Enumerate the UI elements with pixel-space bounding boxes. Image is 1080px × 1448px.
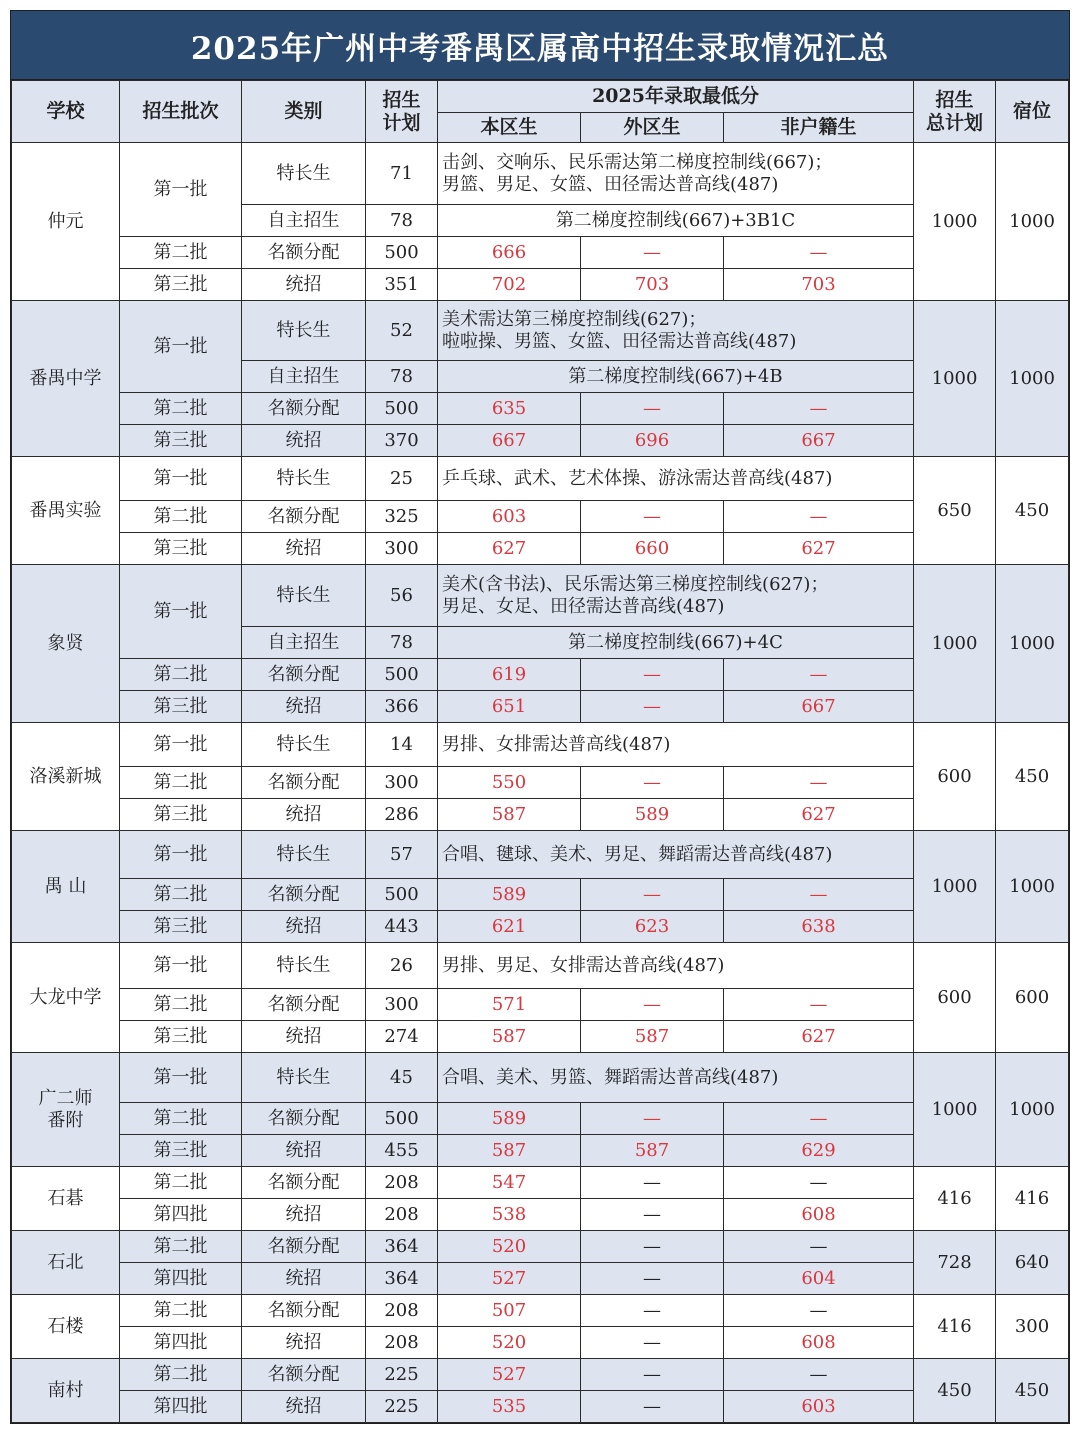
dorm-cell: 1000 [996, 143, 1069, 301]
score-other-district: — [581, 1359, 724, 1391]
header-total-plan: 招生 总计划 [914, 81, 996, 143]
plan-cell: 500 [366, 879, 438, 911]
requirement-note: 男排、男足、女排需达普高线(487) [438, 943, 914, 989]
requirement-note: 男排、女排需达普高线(487) [438, 723, 914, 767]
score-non-hukou: 629 [724, 1135, 914, 1167]
plan-cell: 57 [366, 831, 438, 879]
dorm-cell: 416 [996, 1167, 1069, 1231]
score-other-district: 703 [581, 269, 724, 301]
score-non-hukou: 608 [724, 1199, 914, 1231]
category-cell: 名额分配 [242, 1103, 366, 1135]
score-non-hukou: 627 [724, 1021, 914, 1053]
score-local: 535 [438, 1391, 581, 1423]
plan-cell: 300 [366, 533, 438, 565]
score-non-hukou: — [724, 989, 914, 1021]
school-name: 禺 山 [12, 831, 120, 943]
plan-cell: 71 [366, 143, 438, 205]
batch-cell: 第一批 [120, 723, 242, 767]
category-cell: 自主招生 [242, 627, 366, 659]
header-local: 本区生 [438, 113, 581, 143]
plan-cell: 443 [366, 911, 438, 943]
score-other-district: 696 [581, 425, 724, 457]
plan-cell: 14 [366, 723, 438, 767]
plan-cell: 366 [366, 691, 438, 723]
requirement-note: 第二梯度控制线(667)+4B [438, 361, 914, 393]
category-cell: 统招 [242, 269, 366, 301]
score-non-hukou: 667 [724, 691, 914, 723]
header-plan: 招生 计划 [366, 81, 438, 143]
score-local: 527 [438, 1263, 581, 1295]
score-non-hukou: 608 [724, 1327, 914, 1359]
category-cell: 统招 [242, 1199, 366, 1231]
category-cell: 特长生 [242, 457, 366, 501]
batch-cell: 第三批 [120, 799, 242, 831]
category-cell: 名额分配 [242, 1231, 366, 1263]
school-group [12, 457, 1069, 565]
score-non-hukou: 603 [724, 1391, 914, 1423]
batch-cell: 第二批 [120, 1231, 242, 1263]
score-local: 507 [438, 1295, 581, 1327]
school-name: 广二师 番附 [12, 1053, 120, 1167]
batch-cell: 第三批 [120, 691, 242, 723]
plan-cell: 500 [366, 659, 438, 691]
score-non-hukou: 627 [724, 799, 914, 831]
header-other-district: 外区生 [581, 113, 724, 143]
header-category: 类别 [242, 81, 366, 143]
batch-cell: 第一批 [120, 143, 242, 237]
category-cell: 自主招生 [242, 361, 366, 393]
batch-cell: 第二批 [120, 879, 242, 911]
category-cell: 特长生 [242, 943, 366, 989]
school-name: 番禺实验 [12, 457, 120, 565]
score-other-district: — [581, 1199, 724, 1231]
score-other-district: — [581, 989, 724, 1021]
score-local: 627 [438, 533, 581, 565]
category-cell: 名额分配 [242, 879, 366, 911]
batch-cell: 第一批 [120, 301, 242, 393]
school-group [12, 1167, 1069, 1231]
requirement-note: 第二梯度控制线(667)+3B1C [438, 205, 914, 237]
score-other-district: — [581, 237, 724, 269]
header-min-score: 2025年录取最低分 [438, 81, 914, 113]
batch-cell: 第三批 [120, 269, 242, 301]
plan-cell: 286 [366, 799, 438, 831]
admission-table [11, 80, 1069, 1423]
school-name: 石北 [12, 1231, 120, 1295]
score-non-hukou: 703 [724, 269, 914, 301]
school-group [12, 143, 1069, 301]
batch-cell: 第二批 [120, 501, 242, 533]
plan-cell: 364 [366, 1231, 438, 1263]
plan-cell: 78 [366, 361, 438, 393]
school-group [12, 1053, 1069, 1167]
dorm-cell: 300 [996, 1295, 1069, 1359]
category-cell: 统招 [242, 1391, 366, 1423]
category-cell: 名额分配 [242, 393, 366, 425]
batch-cell: 第一批 [120, 1053, 242, 1103]
score-non-hukou: — [724, 501, 914, 533]
score-other-district: — [581, 767, 724, 799]
plan-cell: 370 [366, 425, 438, 457]
category-cell: 特长生 [242, 301, 366, 361]
score-local: 587 [438, 1021, 581, 1053]
total-plan-cell: 728 [914, 1231, 996, 1295]
school-group [12, 1359, 1069, 1423]
dorm-cell: 450 [996, 723, 1069, 831]
category-cell: 统招 [242, 799, 366, 831]
score-local: 619 [438, 659, 581, 691]
school-group [12, 723, 1069, 831]
batch-cell: 第二批 [120, 1359, 242, 1391]
score-local: 571 [438, 989, 581, 1021]
batch-cell: 第三批 [120, 1135, 242, 1167]
school-group [12, 943, 1069, 1053]
batch-cell: 第四批 [120, 1263, 242, 1295]
score-local: 520 [438, 1327, 581, 1359]
category-cell: 特长生 [242, 723, 366, 767]
category-cell: 特长生 [242, 831, 366, 879]
plan-cell: 78 [366, 205, 438, 237]
category-cell: 名额分配 [242, 1359, 366, 1391]
score-non-hukou: — [724, 1295, 914, 1327]
requirement-note: 第二梯度控制线(667)+4C [438, 627, 914, 659]
score-other-district: 660 [581, 533, 724, 565]
score-local: 621 [438, 911, 581, 943]
school-name: 番禺中学 [12, 301, 120, 457]
batch-cell: 第三批 [120, 911, 242, 943]
score-local: 587 [438, 799, 581, 831]
dorm-cell: 450 [996, 1359, 1069, 1423]
plan-cell: 500 [366, 393, 438, 425]
score-non-hukou: 627 [724, 533, 914, 565]
score-non-hukou: — [724, 393, 914, 425]
score-other-district: — [581, 1263, 724, 1295]
plan-cell: 351 [366, 269, 438, 301]
score-other-district: 623 [581, 911, 724, 943]
category-cell: 名额分配 [242, 989, 366, 1021]
total-plan-cell: 416 [914, 1295, 996, 1359]
plan-cell: 208 [366, 1295, 438, 1327]
total-plan-cell: 416 [914, 1167, 996, 1231]
score-other-district: 587 [581, 1021, 724, 1053]
score-local: 702 [438, 269, 581, 301]
category-cell: 特长生 [242, 565, 366, 627]
plan-cell: 500 [366, 1103, 438, 1135]
plan-cell: 26 [366, 943, 438, 989]
batch-cell: 第二批 [120, 1103, 242, 1135]
score-other-district: — [581, 1103, 724, 1135]
category-cell: 特长生 [242, 1053, 366, 1103]
score-other-district: — [581, 659, 724, 691]
score-non-hukou: — [724, 1359, 914, 1391]
plan-cell: 225 [366, 1359, 438, 1391]
plan-cell: 364 [366, 1263, 438, 1295]
category-cell: 统招 [242, 691, 366, 723]
dorm-cell: 1000 [996, 301, 1069, 457]
score-non-hukou: — [724, 1167, 914, 1199]
score-local: 547 [438, 1167, 581, 1199]
batch-cell: 第二批 [120, 989, 242, 1021]
batch-cell: 第四批 [120, 1327, 242, 1359]
total-plan-cell: 600 [914, 943, 996, 1053]
score-local: 589 [438, 1103, 581, 1135]
batch-cell: 第三批 [120, 425, 242, 457]
score-local: 538 [438, 1199, 581, 1231]
score-local: 635 [438, 393, 581, 425]
batch-cell: 第一批 [120, 565, 242, 659]
header-dorm: 宿位 [996, 81, 1069, 143]
category-cell: 自主招生 [242, 205, 366, 237]
total-plan-cell: 450 [914, 1359, 996, 1423]
batch-cell: 第三批 [120, 533, 242, 565]
score-non-hukou: — [724, 767, 914, 799]
plan-cell: 225 [366, 1391, 438, 1423]
header-school: 学校 [12, 81, 120, 143]
plan-cell: 25 [366, 457, 438, 501]
category-cell: 统招 [242, 911, 366, 943]
batch-cell: 第二批 [120, 237, 242, 269]
header-non-hukou: 非户籍生 [724, 113, 914, 143]
score-other-district: — [581, 1327, 724, 1359]
score-non-hukou: — [724, 1231, 914, 1263]
school-group [12, 831, 1069, 943]
score-other-district: — [581, 691, 724, 723]
total-plan-cell: 1000 [914, 301, 996, 457]
school-name: 南村 [12, 1359, 120, 1423]
score-other-district: — [581, 1295, 724, 1327]
score-other-district: — [581, 1231, 724, 1263]
plan-cell: 208 [366, 1167, 438, 1199]
category-cell: 统招 [242, 1021, 366, 1053]
score-non-hukou: 604 [724, 1263, 914, 1295]
score-non-hukou: — [724, 1103, 914, 1135]
batch-cell: 第二批 [120, 1167, 242, 1199]
score-non-hukou: — [724, 879, 914, 911]
plan-cell: 208 [366, 1327, 438, 1359]
total-plan-cell: 1000 [914, 1053, 996, 1167]
score-local: 520 [438, 1231, 581, 1263]
score-other-district: — [581, 393, 724, 425]
category-cell: 统招 [242, 1135, 366, 1167]
school-name: 象贤 [12, 565, 120, 723]
header-batch: 招生批次 [120, 81, 242, 143]
batch-cell: 第三批 [120, 1021, 242, 1053]
plan-cell: 208 [366, 1199, 438, 1231]
category-cell: 统招 [242, 533, 366, 565]
category-cell: 名额分配 [242, 237, 366, 269]
score-other-district: 589 [581, 799, 724, 831]
score-other-district: — [581, 879, 724, 911]
batch-cell: 第四批 [120, 1199, 242, 1231]
category-cell: 名额分配 [242, 767, 366, 799]
dorm-cell: 600 [996, 943, 1069, 1053]
score-non-hukou: — [724, 237, 914, 269]
category-cell: 统招 [242, 425, 366, 457]
score-local: 527 [438, 1359, 581, 1391]
score-local: 550 [438, 767, 581, 799]
category-cell: 名额分配 [242, 659, 366, 691]
school-name: 洛溪新城 [12, 723, 120, 831]
dorm-cell: 1000 [996, 1053, 1069, 1167]
plan-cell: 455 [366, 1135, 438, 1167]
batch-cell: 第一批 [120, 943, 242, 989]
plan-cell: 52 [366, 301, 438, 361]
score-non-hukou: 667 [724, 425, 914, 457]
plan-cell: 500 [366, 237, 438, 269]
score-non-hukou: 638 [724, 911, 914, 943]
dorm-cell: 1000 [996, 565, 1069, 723]
category-cell: 名额分配 [242, 1295, 366, 1327]
dorm-cell: 450 [996, 457, 1069, 565]
score-other-district: — [581, 501, 724, 533]
score-local: 589 [438, 879, 581, 911]
batch-cell: 第一批 [120, 831, 242, 879]
plan-cell: 45 [366, 1053, 438, 1103]
total-plan-cell: 600 [914, 723, 996, 831]
total-plan-cell: 1000 [914, 565, 996, 723]
requirement-note: 美术(含书法)、民乐需达第三梯度控制线(627)； 男足、女足、田径需达普高线(487) [438, 565, 914, 627]
plan-cell: 325 [366, 501, 438, 533]
plan-cell: 78 [366, 627, 438, 659]
page-title: 2025年广州中考番禺区属高中招生录取情况汇总 [11, 11, 1069, 80]
plan-cell: 300 [366, 767, 438, 799]
batch-cell: 第一批 [120, 457, 242, 501]
school-name: 石碁 [12, 1167, 120, 1231]
score-local: 666 [438, 237, 581, 269]
score-local: 587 [438, 1135, 581, 1167]
score-local: 651 [438, 691, 581, 723]
requirement-note: 合唱、美术、男篮、舞蹈需达普高线(487) [438, 1053, 914, 1103]
category-cell: 统招 [242, 1327, 366, 1359]
category-cell: 名额分配 [242, 1167, 366, 1199]
requirement-note: 美术需达第三梯度控制线(627)； 啦啦操、男篮、女篮、田径需达普高线(487) [438, 301, 914, 361]
requirement-note: 乒乓球、武术、艺术体操、游泳需达普高线(487) [438, 457, 914, 501]
school-name: 石楼 [12, 1295, 120, 1359]
category-cell: 特长生 [242, 143, 366, 205]
batch-cell: 第二批 [120, 393, 242, 425]
school-group [12, 1295, 1069, 1359]
admission-summary-sheet [10, 10, 1070, 1424]
batch-cell: 第二批 [120, 1295, 242, 1327]
plan-cell: 274 [366, 1021, 438, 1053]
dorm-cell: 640 [996, 1231, 1069, 1295]
score-local: 603 [438, 501, 581, 533]
score-non-hukou: — [724, 659, 914, 691]
score-local: 667 [438, 425, 581, 457]
school-group [12, 1231, 1069, 1295]
school-name: 仲元 [12, 143, 120, 301]
school-group [12, 301, 1069, 457]
requirement-note: 合唱、毽球、美术、男足、舞蹈需达普高线(487) [438, 831, 914, 879]
plan-cell: 56 [366, 565, 438, 627]
total-plan-cell: 1000 [914, 143, 996, 301]
requirement-note: 击剑、交响乐、民乐需达第二梯度控制线(667)； 男篮、男足、女篮、田径需达普高线(487) [438, 143, 914, 205]
category-cell: 名额分配 [242, 501, 366, 533]
batch-cell: 第二批 [120, 659, 242, 691]
total-plan-cell: 1000 [914, 831, 996, 943]
score-other-district: — [581, 1391, 724, 1423]
school-group [12, 565, 1069, 723]
plan-cell: 300 [366, 989, 438, 1021]
category-cell: 统招 [242, 1263, 366, 1295]
score-other-district: — [581, 1167, 724, 1199]
batch-cell: 第四批 [120, 1391, 242, 1423]
score-other-district: 587 [581, 1135, 724, 1167]
total-plan-cell: 650 [914, 457, 996, 565]
batch-cell: 第二批 [120, 767, 242, 799]
school-name: 大龙中学 [12, 943, 120, 1053]
dorm-cell: 1000 [996, 831, 1069, 943]
